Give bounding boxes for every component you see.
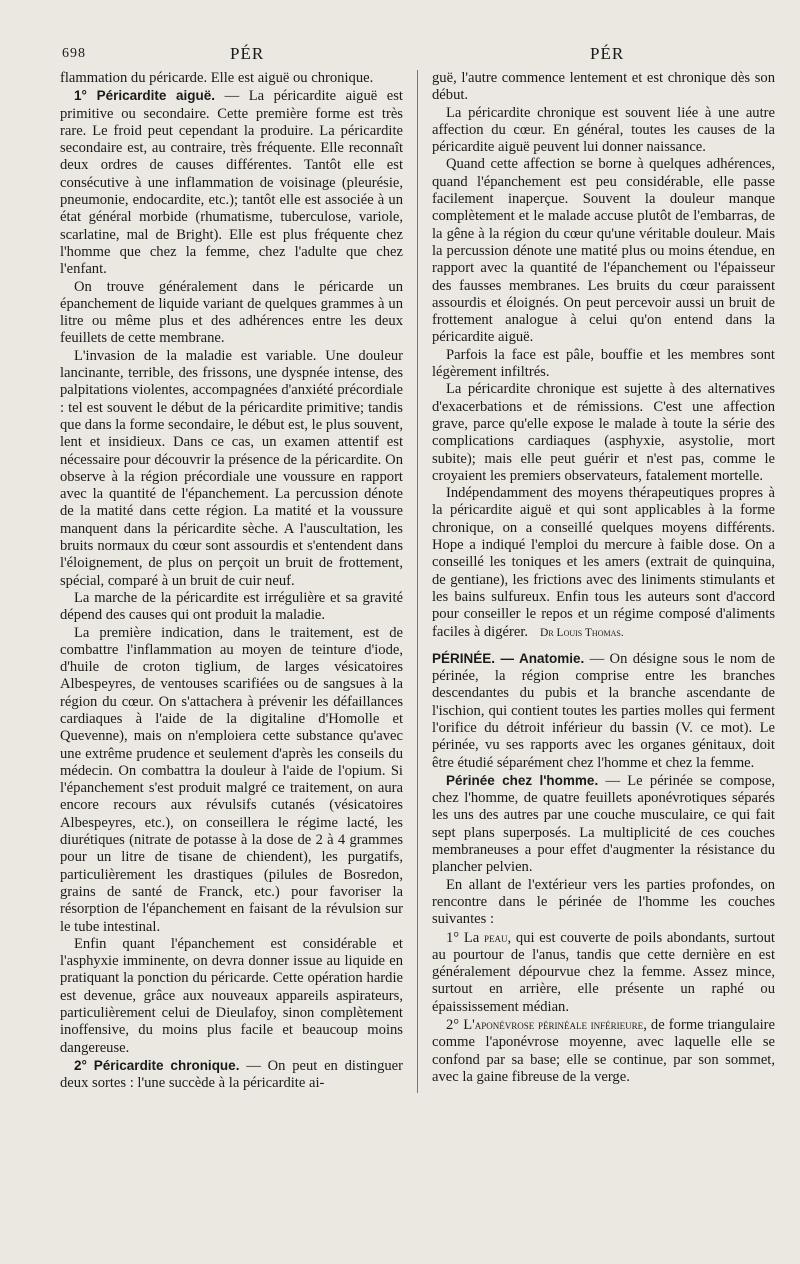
paragraph: PÉRINÉE. — Anatomie. — On désigne sous le nom de périnée, la région comprise entre les branches descendantes du pubis et la branche ascendante de l'ischion, qui contient toutes les parties molles qui ferment l'orifice du détroit inférieur du bassin (V. ce mot). Le périnée, vu ses rapports avec les organes génitaux, doit être étudié séparément chez l'homme et chez la femme. xyxy=(432,650,775,771)
right-running-head: PÉR xyxy=(590,44,625,63)
term: aponévrose périnéale inférieure xyxy=(474,1017,644,1033)
paragraph: Enfin quant l'épanchement est considérable et l'asphyxie imminente, on devra donner issue au liquide en pratiquant la ponction du péricarde. Cette opération hardie est devenue, grâce aux nouveaux appareils aspirateurs, particulièrement celui de Dieulafoy, sinon complètement inoffensive, du moins plus facile et beaucoup moins dangereuse. xyxy=(60,935,403,1056)
section-heading: 1° Péricardite aiguë. xyxy=(74,88,216,104)
paragraph: flammation du péricarde. Elle est aiguë ou chronique. xyxy=(60,70,374,86)
spacer xyxy=(432,642,775,650)
paragraph: La première indication, dans le traitement, est de combattre l'inflammation au moyen de teinture d'iode, d'huile de croton tiglium, de larges vésicatoires Albespeyres, de ventouses scarifiées ou de sangsues à la région du cœur. On s'attachera à prévenir les défaillances cardiaques à l'aide de la digitaline d'Homolle et Quevenne), mais on n'emploiera cette substance qu'avec une extrême prudence et seulement d'après les conseils du médecin. On combattra la douleur à l'aide de l'opium. Si l'épanchement s'est produit malgré ce traitement, on aura encore recours aux révulsifs cutanés (vésicatoires Albespeyres, etc.), on conseillera le régime lacté, les diurétiques (nitrate de potasse à la dose de 2 à 4 grammes pour un litre de tisane de chiendent), les purgatifs, particulièrement les drastiques (pilules de Bosredon, grains de santé de Franck, etc.) pour favoriser la résorption de l'épanchement en faisant de la révulsion sur le tube intestinal. xyxy=(60,624,403,935)
right-column xyxy=(432,70,775,1093)
paragraph: En allant de l'extérieur vers les parties profondes, on rencontre dans le périnée de l'homme les couches suivantes : xyxy=(432,876,775,928)
paragraph: 2° Péricardite chronique. — On peut en distinguer deux sortes : l'une succède à la péricardite ai- xyxy=(60,1057,403,1092)
entry-heading: PÉRINÉE. — Anatomie. xyxy=(432,650,585,666)
column-divider xyxy=(417,70,418,1093)
paragraph: Parfois la face est pâle, bouffie et les membres sont légèrement infiltrés. xyxy=(432,346,775,381)
paragraph: La péricardite chronique est sujette à des alternatives d'exacerbations et de rémissions. C'est une affection grave, parce qu'elle expose le malade à toute la série des complications cardiaques (asphyxie, asystolie, mort subite); mais elle peut guérir et n'est pas, comme le croyaient les premiers observateurs, fatalement mortelle. xyxy=(432,381,775,484)
author-signature: Dr Louis Thomas. xyxy=(540,626,624,639)
section-heading: 2° Péricardite chronique. xyxy=(74,1057,240,1073)
two-column-body xyxy=(60,70,784,1093)
term: peau xyxy=(484,929,508,945)
paragraph: 1° La peau, qui est couverte de poils abondants, surtout au pourtour de l'anus, tandis que cette dernière en est généralement dépourvue chez la femme. Assez mince, surtout en arrière, elle présente un raphé ou épaississement médian. xyxy=(432,929,775,1015)
paragraph: Quand cette affection se borne à quelques adhérences, quand l'épanchement est peu considérable, elle passe facilement inaperçue. Souvent la douleur manque complètement et le malade accuse plutôt de l'embarras, de la gêne à la région du cœur qu'une véritable douleur. Mais la percussion dénote une matité plus ou moins étendue, en rapport avec la quantité de l'épanchement ou l'épaisseur des fausses membranes. Les bruits du cœur paraissent assourdis et éloignés. On peut percevoir aussi un bruit de frottement analogue à celui qu'on entend dans la péricardite aiguë. xyxy=(432,156,775,346)
paragraph: 2° L'aponévrose périnéale inférieure, de forme triangulaire comme l'aponévrose moyenne, avec laquelle elle se confond par sa base; elle se continue, par son sommet, avec la gaine fibreuse de la verge. xyxy=(432,1017,776,1085)
left-running-head: PÉR xyxy=(230,44,265,63)
paragraph: L'invasion de la maladie est variable. Une douleur lancinante, terrible, des frissons, une dyspnée intense, des palpitations violentes, accompagnées d'anxiété précordiale : tel est souvent le début de la péricardite primitive; tandis que dans la forme secondaire, le début est, le plus souvent, lent et insidieux. Dans ce cas, un examen attentif est nécessaire pour découvrir la présence de la péricardite. On observe à la région précordiale une voussure en rapport avec la quantité de l'épanchement. La percussion dénote de la matité dans cette région. La matité et la voussure manquent dans la péricardite sèche. A l'auscultation, les bruits normaux du cœur sont assourdis et s'entendent dans l'éloignement, de plus on perçoit un bruit de frottement, spécial, comparé à un bruit de cuir neuf. xyxy=(60,347,403,589)
paragraph: guë, l'autre commence lentement et est chronique dès son début. xyxy=(432,70,775,104)
paragraph: 1° Péricardite aiguë. — La péricardite aiguë est primitive ou secondaire. Cette première forme est très rare. Le froid peut cependant la produire. La péricardite secondaire est, au contraire, très fréquente. Elle reconnaît deux ordres de causes différentes. Tantôt elle est consécutive à une inflammation de voisinage (pleurésie, pneumonie, endocardite, etc.); tantôt elle est associée à un état général morbide (rhumatisme, tuberculose, variole, scarlatine, mal de Bright). Elle est plus fréquente chez l'homme que chez la femme, chez l'adulte que chez l'enfant. xyxy=(60,88,403,278)
paragraph: Indépendamment des moyens thérapeutiques propres à la péricardite aiguë et qui sont applicables à la forme chronique, on a conseillé quelques moyens différents. Hope a indiqué l'emploi du mercure à faible dose. On a conseillé les toniques et les amers (extrait de quinquina, de gentiane), les frictions avec des liniments stimulants et les bains sulfureux. Enfin tous les auteurs sont d'accord pour conseiller le repos et un régime composé d'aliments faciles à digérer. Dr Louis Thomas. xyxy=(432,485,775,640)
page-number: 698 xyxy=(62,46,86,61)
section-heading: Périnée chez l'homme. xyxy=(446,772,599,788)
running-header xyxy=(60,36,784,70)
paragraph: Périnée chez l'homme. — Le périnée se compose, chez l'homme, de quatre feuillets aponévrotiques séparés les uns des autres par une couche musculaire, ce qui fait sept plans superposés. La multiplicité de ces couches membraneuses a pour effet d'augmenter la résistance du plancher pelvien. xyxy=(432,772,775,876)
paragraph: La péricardite chronique est souvent liée à une autre affection du cœur. En général, toutes les causes de la péricardite aiguë peuvent lui donner naissance. xyxy=(432,104,775,156)
left-column xyxy=(60,70,403,1093)
paragraph: La marche de la péricardite est irrégulière et sa gravité dépend des causes qui ont produit la maladie. xyxy=(60,589,403,624)
paragraph: On trouve généralement dans le péricarde un épanchement de liquide variant de quelques grammes à un litre ou même plus et des adhérences entre les deux feuillets de cette membrane. xyxy=(60,278,403,347)
